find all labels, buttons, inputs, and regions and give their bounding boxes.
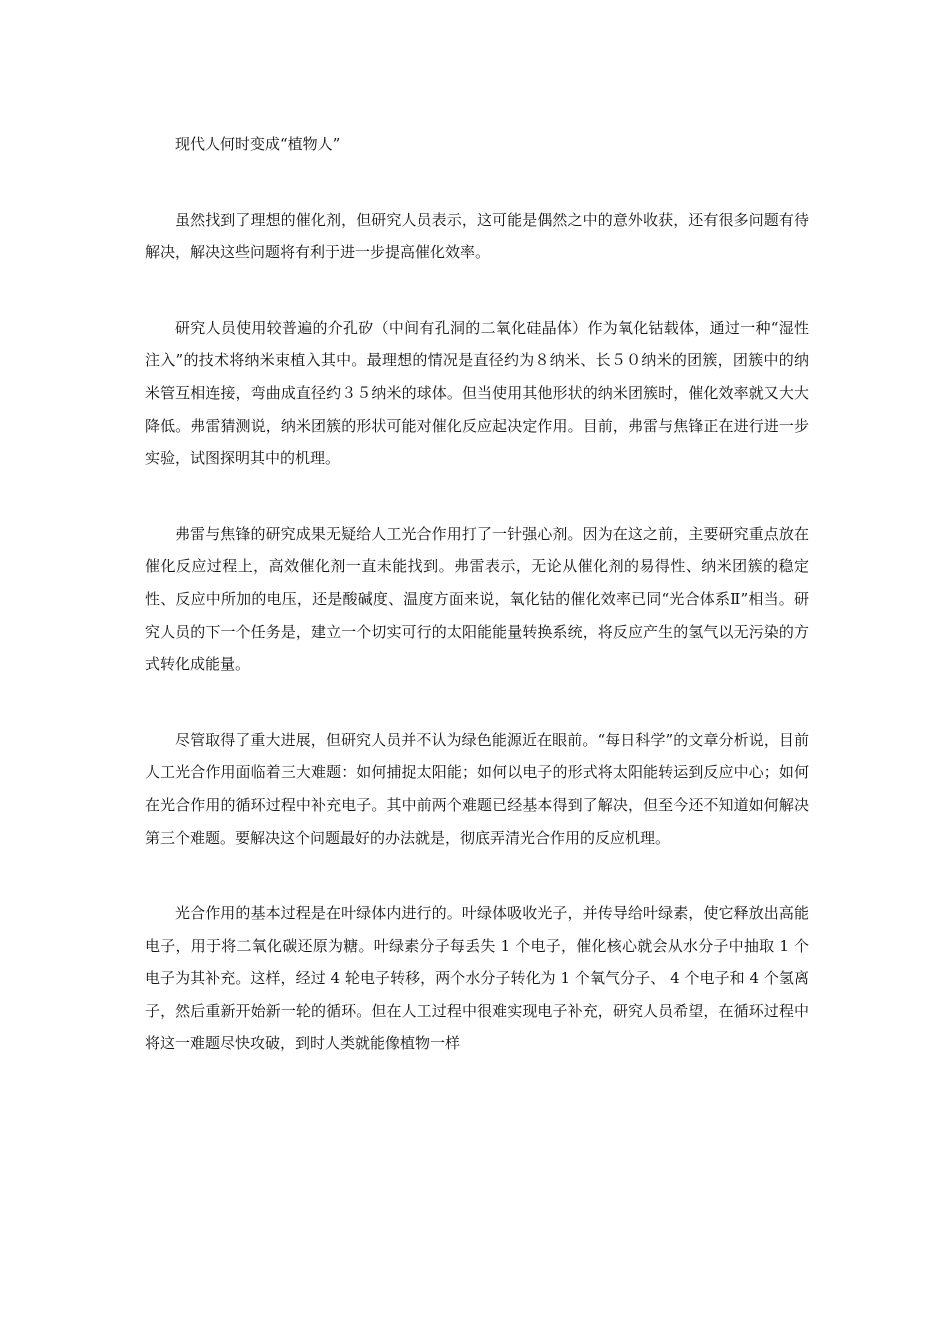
paragraph-5: 光合作用的基本过程是在叶绿体内进行的。叶绿体吸收光子，并传导给叶绿素，使它释放出高能电子，用于将二氧化碳还原为糖。叶绿素分子每丢失 1 个电子，催化核心就会从水分子中抽取 1 个电子为其补充。这样，经过 4 轮电子转移，两个水分子转化为 1 个氧气分子、 4 个电子和 4 个氢离子，然后重新开始新一轮的循环。但在人工过程中很难实现电子补充，研究人员希望，在循环过程中将这一难题尽快攻破，到时人类就能像植物一样 bbox=[145, 904, 809, 1053]
section-title: 现代人何时变成“植物人” bbox=[175, 135, 341, 153]
paragraph-4: 尽管取得了重大进展，但研究人员并不认为绿色能源近在眼前。“每日科学”的文章分析说，目前人工光合作用面临着三大难题：如何捕捉太阳能；如何以电子的形式将太阳能转运到反应中心；如何在光合作用的循环过程中补充电子。其中前两个难题已经基本得到了解决，但至今还不知道如何解决第三个难题。要解决这个问题最好的办法就是，彻底弄清光合作用的反应机理。 bbox=[145, 730, 809, 847]
paragraph-1: 虽然找到了理想的催化剂，但研究人员表示，这可能是偶然之中的意外收获，还有很多问题有待解决，解决这些问题将有利于进一步提高催化效率。 bbox=[145, 210, 809, 262]
paragraph-2: 研究人员使用较普遍的介孔矽（中间有孔洞的二氧化硅晶体）作为氧化钴载体，通过一种“湿性注入”的技术将纳米束植入其中。最理想的情况是直径约为８纳米、长５０纳米的团簇，团簇中的纳米管互相连接，弯曲成直径约３５纳米的球体。但当使用其他形状的纳米团簇时，催化效率就又大大降低。弗雷猜测说，纳米团簇的形状可能对催化反应起决定作用。目前，弗雷与焦锋正在进行进一步实验，试图探明其中的机理。 bbox=[145, 318, 809, 468]
paragraph-3: 弗雷与焦锋的研究成果无疑给人工光合作用打了一针强心剂。因为在这之前，主要研究重点放在催化反应过程上，高效催化剂一直未能找到。弗雷表示，无论从催化剂的易得性、纳米团簇的稳定性、反应中所加的电压，还是酸碱度、温度方面来说，氧化钴的催化效率已同“光合体系Ⅱ”相当。研究人员的下一个任务是，建立一个切实可行的太阳能能量转换系统，将反应产生的氢气以无污染的方式转化成能量。 bbox=[145, 524, 809, 674]
document-body bbox=[145, 128, 809, 1103]
